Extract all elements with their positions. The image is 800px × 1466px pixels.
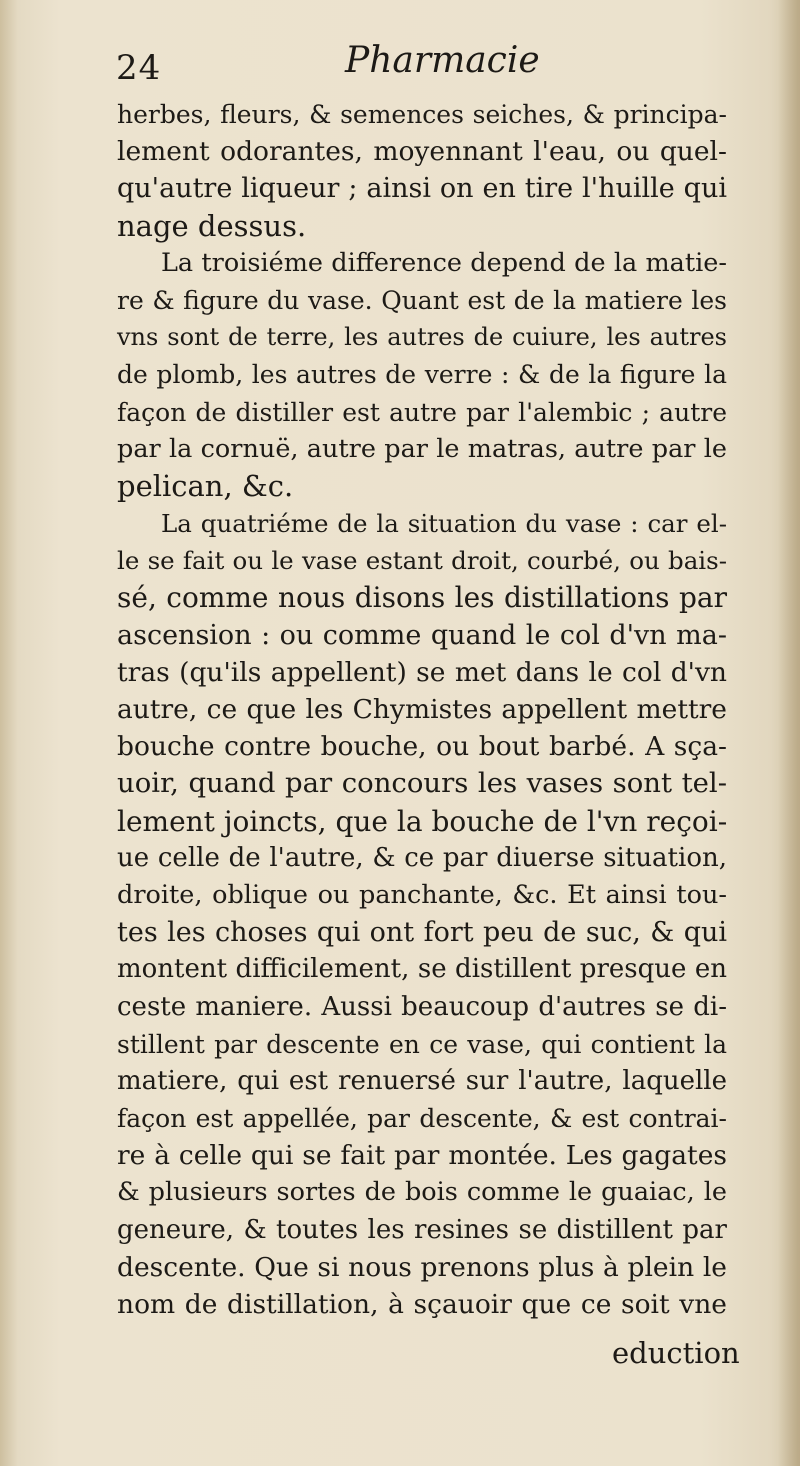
text-line: geneure, & toutes les resines se distillent par <box>117 1214 727 1245</box>
text-line: droite, oblique ou panchante, &c. Et ainsi tou- <box>117 879 727 910</box>
text-line: nage dessus. <box>117 208 307 243</box>
running-head: Pharmacie <box>345 40 540 81</box>
paragraph-start-line: La troisiéme difference depend de la matie- <box>161 247 727 278</box>
text-line: pelican, &c. <box>117 468 294 503</box>
text-line: stillent par descente en ce vase, qui contient la <box>117 1029 727 1059</box>
text-line: sé, comme nous disons les distillations par <box>117 581 727 615</box>
text-line: tes les choses qui ont fort peu de suc, & qui <box>117 917 727 949</box>
text-line: tras (qu'ils appellent) se met dans le col d'vn <box>117 656 727 688</box>
text-line: lement joincts, que la bouche de l'vn reçoi- <box>117 804 728 838</box>
text-line: montent difficilement, se distillent presque en <box>117 954 727 985</box>
text-line: ascension : ou comme quand le col d'vn ma- <box>117 619 727 651</box>
text-line: façon de distiller est autre par l'alembic ; autre <box>117 397 727 427</box>
page-edge-shadow <box>778 0 800 1466</box>
text-line: nom de distillation, à sçauoir que ce soit vne <box>117 1289 727 1320</box>
body-text <box>117 96 727 1323</box>
text-line: façon est appellée, par descente, & est contrai- <box>117 1104 727 1134</box>
text-line: vns sont de terre, les autres de cuiure, les autres <box>117 323 727 352</box>
text-line: ue celle de l'autre, & ce par diuerse situation, <box>117 842 727 873</box>
text-line: herbes, fleurs, & semences seiches, & principa- <box>117 100 727 129</box>
text-line: de plomb, les autres de verre : & de la figure la <box>117 360 727 390</box>
text-line: lement odorantes, moyennant l'eau, ou quel- <box>117 136 727 168</box>
text-line: re & figure du vase. Quant est de la matiere les <box>117 285 727 315</box>
text-line: descente. Que si nous prenons plus à plein le <box>117 1251 727 1283</box>
text-line: re à celle qui se fait par montée. Les gagates <box>117 1140 727 1172</box>
text-line: & plusieurs sortes de bois comme le guaiac, le <box>117 1177 727 1208</box>
text-line: le se fait ou le vase estant droit, courbé, ou bais- <box>117 546 727 576</box>
text-line: bouche contre bouche, ou bout barbé. A sça- <box>117 731 727 763</box>
text-line: matiere, qui est renuersé sur l'autre, laquelle <box>117 1065 727 1096</box>
page-number: 24 <box>116 48 162 88</box>
text-line: qu'autre liqueur ; ainsi on en tire l'huille qui <box>117 173 727 205</box>
text-line: autre, ce que les Chymistes appellent mettre <box>117 694 727 725</box>
paragraph-start-line: La quatriéme de la situation du vase : car el- <box>161 509 727 539</box>
text-line: ceste maniere. Aussi beaucoup d'autres se di- <box>117 991 727 1022</box>
text-line: par la cornuë, autre par le matras, autre par le <box>117 433 727 464</box>
text-line: uoir, quand par concours les vases sont tel- <box>117 767 727 800</box>
catchword: eduction <box>612 1336 740 1370</box>
